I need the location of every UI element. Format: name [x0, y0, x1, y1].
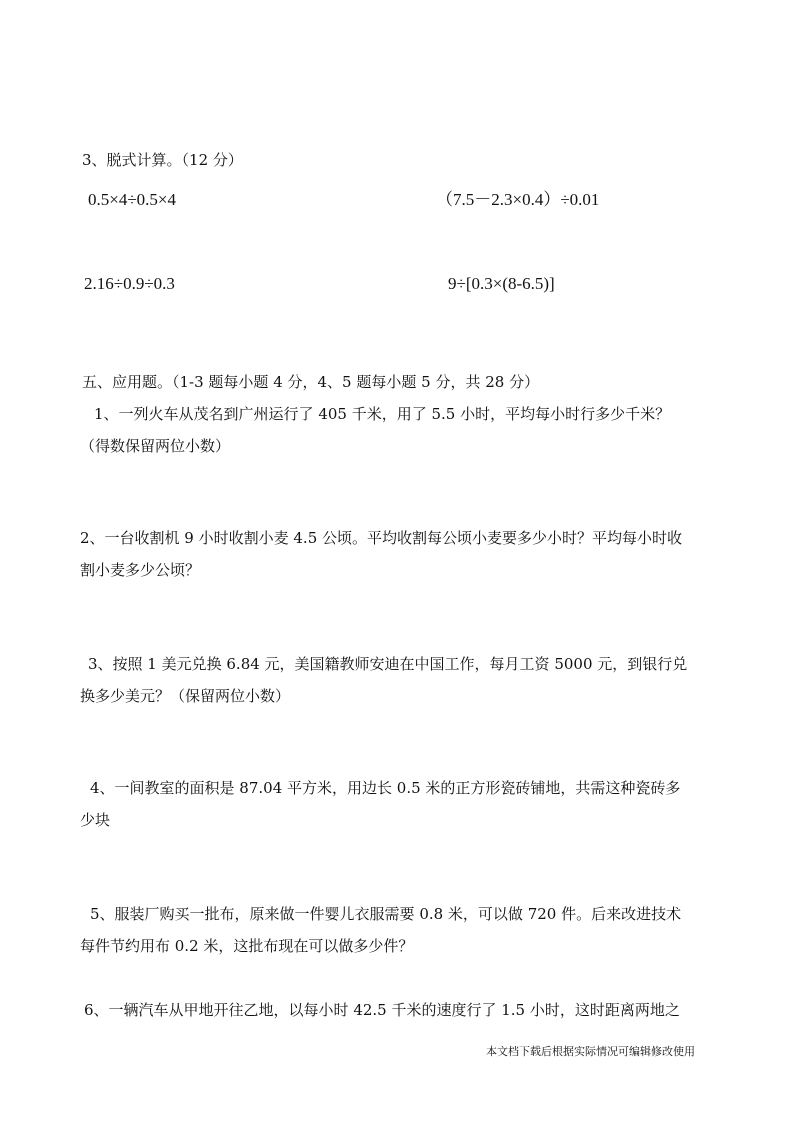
- page-footer: 本文档下载后根据实际情况可编辑修改使用: [486, 1045, 695, 1058]
- section3-heading: 3、脱式计算。（12 分）: [82, 151, 243, 169]
- question-2-line-2: 割小麦多少公顷？: [80, 561, 201, 579]
- question-2-line-1: 2、一台收割机 9 小时收割小麦 4.5 公顷。平均收割每公顷小麦要多少小时？平均每小时收: [80, 529, 683, 547]
- question-6-line-1: 6、一辆汽车从甲地开往乙地，以每小时 42.5 千米的速度行了 1.5 小时，这时距离两地之: [84, 1001, 680, 1019]
- expression-3: 2.16÷0.9÷0.3: [84, 274, 175, 293]
- expression-4: 9÷[0.3×(8-6.5)]: [448, 274, 555, 293]
- question-5-line-1: 5、服装厂购买一批布，原来做一件婴儿衣服需要 0.8 米，可以做 720 件。后来改进技术: [90, 905, 682, 923]
- expression-2: （7.5－2.3×0.4）÷0.01: [436, 190, 600, 209]
- expression-1: 0.5×4÷0.5×4: [88, 190, 177, 209]
- question-4-line-1: 4、一间教室的面积是 87.04 平方米，用边长 0.5 米的正方形瓷砖铺地，共需这种瓷砖多: [90, 779, 681, 797]
- question-1-line-1: 1、一列火车从茂名到广州运行了 405 千米，用了 5.5 小时，平均每小时行多少千米？: [94, 405, 671, 423]
- question-1-line-2: （得数保留两位小数）: [80, 437, 231, 455]
- question-3-line-1: 3、按照 1 美元兑换 6.84 元，美国籍教师安迪在中国工作，每月工资 5000 元，到银行兑: [88, 655, 688, 673]
- section5-heading: 五、应用题。（1-3 题每小题 4 分，4、5 题每小题 5 分，共 28 分）: [82, 373, 540, 391]
- question-3-line-2: 换多少美元？（保留两位小数）: [80, 687, 291, 705]
- question-4-line-2: 少块: [80, 811, 111, 829]
- question-5-line-2: 每件节约用布 0.2 米，这批布现在可以做多少件？: [80, 937, 414, 955]
